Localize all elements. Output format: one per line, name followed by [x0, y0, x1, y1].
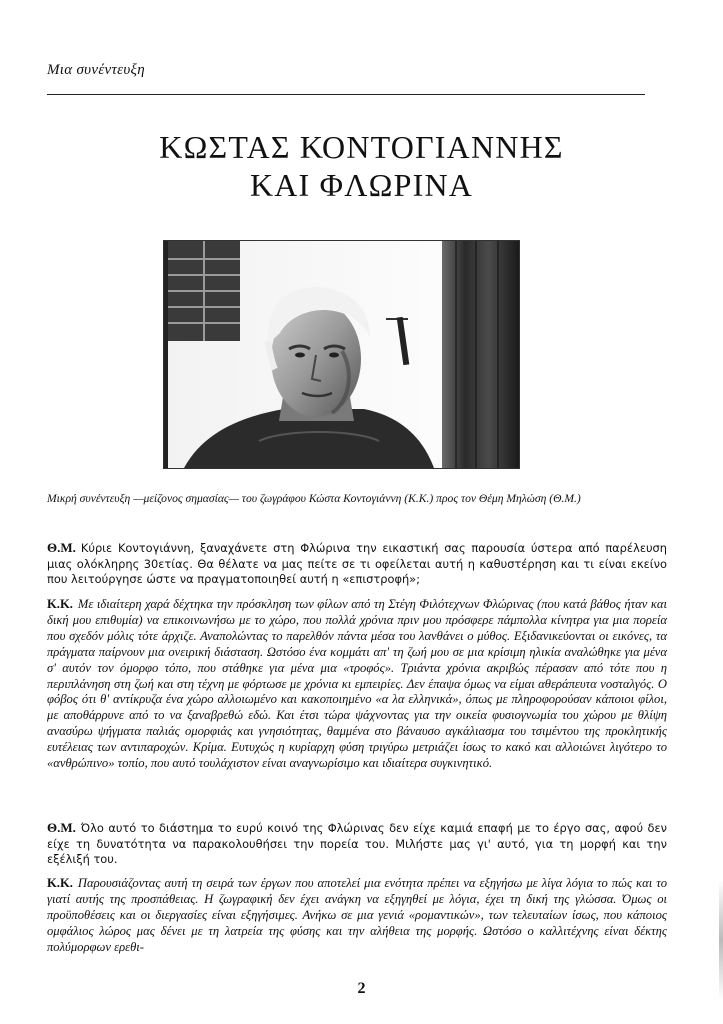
photo-caption: Μικρή συνέντευξη —μείζονος σημασίας— του ζωγράφου Κώστα Κοντογιάννη (Κ.Κ.) προς τον Θέμη Μηλώση (Θ.Μ.) [47, 492, 581, 505]
paragraph-text: Κύριε Κοντογιάννη, ξαναχάνετε στη Φλώρινα την εικαστική σας παρουσία ύστερα από παρέλευση μιας ολόκληρης 30ετίας. Θα θέλατε να μας πείτε σε τι οφείλεται αυτή η καθυστέρηση και τι είναι εκείνο που λειτούργησε ώστε να πραγματοποιηθεί αυτή η «επιστροφή»; [47, 541, 667, 587]
paragraph-text: Όλο αυτό το διάστημα το ευρύ κοινό της Φλώρινας δεν είχε καμιά επαφή με το έργο σας, αφού δεν είχε τη δυνατότητα να παρακολουθήσει την πορεία του. Μιλήστε μας γι' αυτό, για τη μορφή και την εξέλιξή του. [47, 821, 667, 867]
speaker-label: Κ.Κ. [47, 876, 73, 890]
paragraph-text: Με ιδιαίτερη χαρά δέχτηκα την πρόσκληση των φίλων από τη Στέγη Φιλότεχνων Φλώρινας (που κατά βάθος ήταν και δική μου επιθυμία) να επικοινωνήσω με το χώρο, που πολλά χρόνια πριν μου πρόσφερε πάμπολλα κίνητρα για μια πορεία που σχεδόν μόλις τότε άρχιζε. Αναπολώντας το παρελθόν πάντα μέσα του λανθάνει ο μύθος. Εξιδανικεύονται οι εικόνες, τα πράγματα παίρνουν μια ονειρική διάσταση. Ωστόσο ένα κομμάτι απ' τη ζωή μου σε μια κρίσιμη ηλικία αναλώθηκε για μένα σ' αυτόν τον όμορφο τόπο, που στάθηκε για μένα μια «τροφός». Τριάντα χρόνια ακριβώς πέρασαν από τότε που η περιπλάνηση στη ζωή και στη τέχνη με φόρτωσε με χρόνια κι εμπειρίες. Δεν έπαψα όμως να είμαι αθεράπευτα νοσταλγός. Ο φόβος ότι θ' αντίκρυζα ένα χώρο αλλοιωμένο και κακοποιημένο «α λα ελληνικά», όπως με πληροφορούσαν κάποιοι φίλοι, με αποθάρρυνε από το να ξαναβρεθώ εδώ. Και έτσι τώρα ψάχνοντας για την οικεία φυσιογνωμία του χώρου με θλίψη ανασύρω ψήγματα παλιάς ομορφιάς και γνησιότητας, θαμμένα στο βάναυσο αγκάλιασμα του τσιμέντου της προκλητικής ευτέλειας των αντιπαροχών. Κρίμα. Ευτυχώς η κυρίαρχη φύση τριγύρω μετριάζει ίσως το κακό και αλλοιώνει λιγότερο το «ανθρώπινο» τοπίο, που αυτό τουλάχιστον είναι αναγνωρίσιμο και ιδιαίτερα συγκινητικό. [47, 597, 667, 771]
speaker-label: Κ.Κ. [47, 597, 73, 611]
speaker-label: Θ.Μ. [47, 540, 76, 555]
title-line-1: ΚΩΣΤΑΣ ΚΟΝΤΟΓΙΑΝΝΗΣ [159, 129, 564, 165]
scan-edge-shadow [719, 880, 723, 1000]
article-title [0, 128, 723, 204]
interview-question-1 [47, 540, 667, 588]
page-number: 2 [357, 980, 366, 997]
interview-answer-2 [47, 876, 667, 956]
portrait-photo [163, 240, 520, 469]
interview-answer-1 [47, 597, 667, 772]
speaker-label: Θ.Μ. [47, 820, 76, 835]
title-line-2: ΚΑΙ ΦΛΩΡΙΝΑ [249, 167, 474, 203]
paragraph-text: Παρουσιάζοντας αυτή τη σειρά των έργων που αποτελεί μια ενότητα πρέπει να εξηγήσω με λίγα λόγια το πώς και το γιατί αυτής της προσπάθειας. Η ζωγραφική δεν έχει ανάγκη να εξηγηθεί με λόγια, έχει τη δική της γλώσσα. Όμως οι προϋποθέσεις και οι διεργασίες είναι εξηγήσιμες. Ανήκω σε μια γενιά «ρομαντικών», των τελευταίων ίσως, που κάποιος ομφάλιος λώρος μας δένει με τη λατρεία της φύσης και την αλήθεια της μορφής. Ωστόσο ο καλλιτέχνης είναι δέκτης πολύμορφων ερεθι- [47, 876, 667, 954]
portrait-image [164, 241, 519, 468]
header-rule [47, 94, 645, 95]
interview-question-2 [47, 820, 667, 868]
running-head: Μια συνέντευξη [47, 62, 146, 78]
